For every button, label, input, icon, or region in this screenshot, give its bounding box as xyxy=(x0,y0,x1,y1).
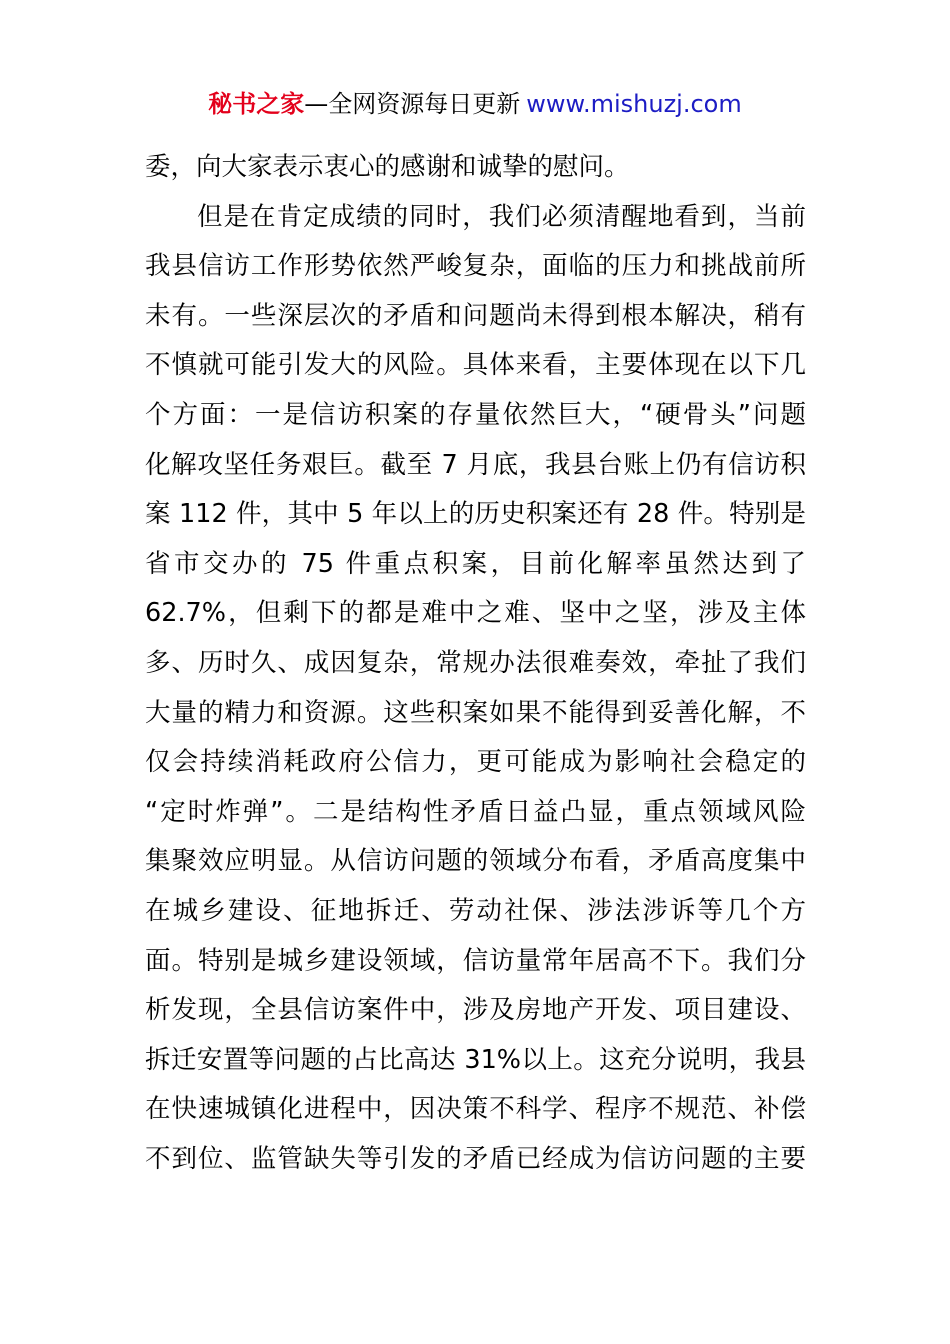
text-line: 在城乡建设、征地拆迁、劳动社保、涉法涉诉等几个方 xyxy=(145,895,806,926)
text-line: 但是在肯定成绩的同时，我们必须清醒地看到，当前 xyxy=(197,201,806,232)
text-line: 面。特别是城乡建设领域，信访量常年居高不下。我们分 xyxy=(145,945,806,976)
text-line: 个方面：一是信访积案的存量依然巨大，“硬骨头”问题 xyxy=(145,399,806,430)
text-line: 不到位、监管缺失等引发的矛盾已经成为信访问题的主要 xyxy=(145,1143,806,1174)
text-line: 集聚效应明显。从信访问题的领域分布看，矛盾高度集中 xyxy=(145,846,806,877)
text-line: 大量的精力和资源。这些积案如果不能得到妥善化解，不 xyxy=(145,697,806,728)
page-header xyxy=(0,86,950,122)
text-line: 未有。一些深层次的矛盾和问题尚未得到根本解决，稍有 xyxy=(145,300,806,331)
text-line: 在快速城镇化进程中，因决策不科学、程序不规范、补偿 xyxy=(145,1094,806,1125)
website-url: www.mishuzj.com xyxy=(526,90,742,118)
brand-name: 秘书之家 xyxy=(208,90,305,118)
header-tagline: —全网资源每日更新 xyxy=(304,90,521,118)
text-line: 委，向大家表示衷心的感谢和诚挚的慰问。 xyxy=(145,152,630,182)
text-line: 62.7%，但剩下的都是难中之难、坚中之坚，涉及主体 xyxy=(145,598,806,629)
text-line: 化解攻坚任务艰巨。截至 7 月底，我县台账上仍有信访积 xyxy=(145,449,806,480)
text-line: 多、历时久、成因复杂，常规办法很难奏效，牵扯了我们 xyxy=(145,647,806,678)
body-text xyxy=(145,143,806,1184)
text-line: 不慎就可能引发大的风险。具体来看，主要体现在以下几 xyxy=(145,350,806,381)
text-line: 我县信访工作形势依然严峻复杂，面临的压力和挑战前所 xyxy=(145,251,806,282)
text-line: 仅会持续消耗政府公信力，更可能成为影响社会稳定的 xyxy=(145,747,806,778)
text-line: 拆迁安置等问题的占比高达 31%以上。这充分说明，我县 xyxy=(145,1044,806,1075)
text-line: 省市交办的 75 件重点积案，目前化解率虽然达到了 xyxy=(145,548,806,579)
text-line: “定时炸弹”。二是结构性矛盾日益凸显，重点领域风险 xyxy=(145,796,806,827)
text-line: 析发现，全县信访案件中，涉及房地产开发、项目建设、 xyxy=(145,995,806,1026)
text-line: 案 112 件，其中 5 年以上的历史积案还有 28 件。特别是 xyxy=(145,499,806,530)
